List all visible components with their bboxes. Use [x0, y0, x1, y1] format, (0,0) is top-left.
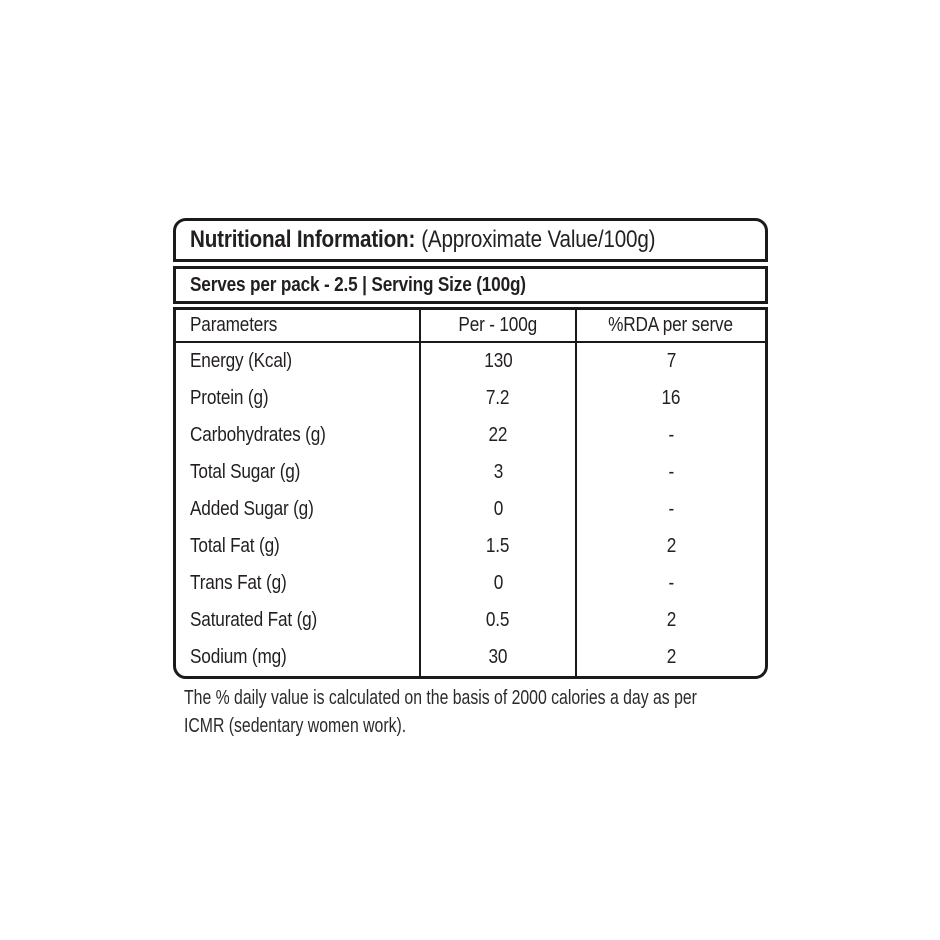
- cell-per-100g: 7.2: [419, 380, 575, 417]
- cell-per-100g: 22: [419, 417, 575, 454]
- table-row: [176, 565, 765, 602]
- cell-rda: -: [575, 491, 765, 528]
- nutrition-label: [173, 218, 768, 679]
- cell-parameter: Protein (g): [190, 387, 269, 409]
- column-header-rda-per-serve: %RDA per serve: [575, 310, 765, 341]
- cell-parameter: Sodium (mg): [190, 646, 287, 668]
- cell-parameter: Total Fat (g): [190, 535, 280, 557]
- cell-rda: 7: [575, 343, 765, 380]
- serving-info-text: Serves per pack - 2.5 | Serving Size (100g): [190, 273, 526, 296]
- cell-parameter: Total Sugar (g): [190, 461, 301, 483]
- cell-parameter: Energy (Kcal): [190, 350, 292, 372]
- table-row: [176, 343, 765, 380]
- label-title-box: [173, 218, 768, 262]
- cell-rda: 2: [575, 528, 765, 565]
- cell-parameter: Added Sugar (g): [190, 498, 314, 520]
- nutrition-table: [173, 307, 768, 679]
- table-row: [176, 491, 765, 528]
- cell-per-100g: 0.5: [419, 602, 575, 639]
- cell-per-100g: 0: [419, 491, 575, 528]
- column-header-per-100g: Per - 100g: [419, 310, 575, 341]
- cell-per-100g: 130: [419, 343, 575, 380]
- cell-rda: 2: [575, 602, 765, 639]
- column-header-parameters: Parameters: [190, 314, 278, 336]
- cell-parameter: Carbohydrates (g): [190, 424, 326, 446]
- cell-per-100g: 3: [419, 454, 575, 491]
- table-row: [176, 602, 765, 639]
- cell-parameter: Trans Fat (g): [190, 572, 287, 594]
- label-title: [190, 226, 655, 254]
- table-row: [176, 454, 765, 491]
- footnote-line-1: The % daily value is calculated on the basis of 2000 calories a day as per: [184, 687, 697, 709]
- cell-rda: -: [575, 454, 765, 491]
- cell-per-100g: 30: [419, 639, 575, 676]
- cell-rda: 16: [575, 380, 765, 417]
- table-row: [176, 380, 765, 417]
- cell-rda: 2: [575, 639, 765, 676]
- footnote-line-2: ICMR (sedentary women work).: [184, 715, 407, 737]
- cell-per-100g: 1.5: [419, 528, 575, 565]
- cell-parameter: Saturated Fat (g): [190, 609, 318, 631]
- table-row: [176, 639, 765, 676]
- footnote: [184, 684, 804, 740]
- label-title-bold: Nutritional Information:: [190, 226, 416, 253]
- table-row: [176, 528, 765, 565]
- cell-rda: -: [575, 565, 765, 602]
- table-header-row: [176, 310, 765, 343]
- table-row: [176, 417, 765, 454]
- cell-rda: -: [575, 417, 765, 454]
- serving-info-box: [173, 266, 768, 304]
- label-title-regular: (Approximate Value/100g): [421, 226, 656, 253]
- cell-per-100g: 0: [419, 565, 575, 602]
